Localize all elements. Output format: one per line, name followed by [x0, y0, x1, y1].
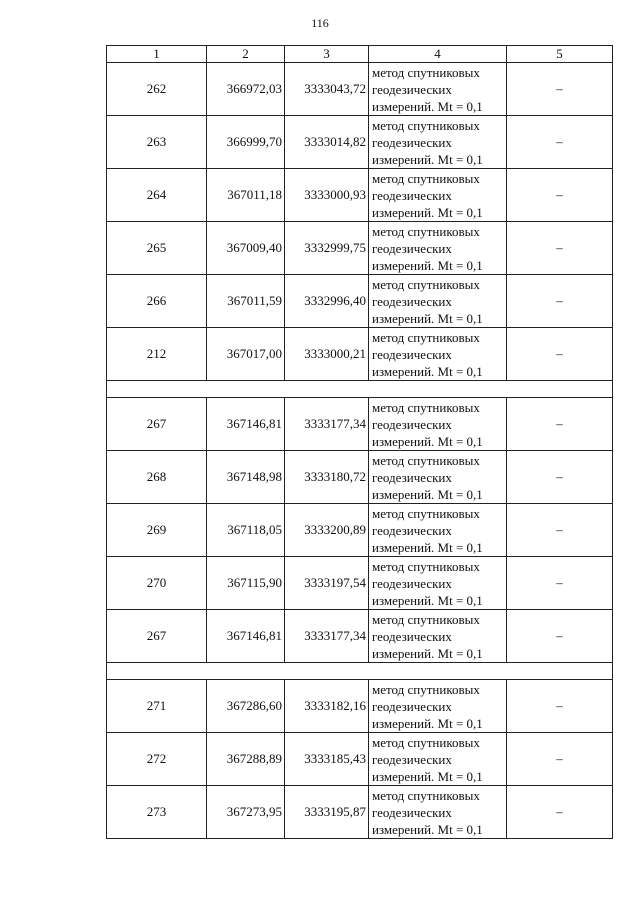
method-line: метод спутниковых [372, 505, 480, 521]
note-dash-cell: – [507, 398, 613, 451]
table-row [107, 451, 613, 504]
table-row [107, 680, 613, 733]
point-number-cell: 272 [107, 733, 207, 786]
header-row [107, 46, 613, 63]
x-coordinate-cell: 366972,03 [207, 63, 285, 116]
note-dash-cell: – [507, 328, 613, 381]
x-coordinate-cell: 367288,89 [207, 733, 285, 786]
method-cell [369, 451, 507, 504]
x-coordinate-cell: 367118,05 [207, 504, 285, 557]
table-row [107, 169, 613, 222]
method-cell [369, 169, 507, 222]
note-dash-cell: – [507, 63, 613, 116]
table-row [107, 328, 613, 381]
method-line: измерений. Mt = 0,1 [372, 257, 483, 273]
method-cell [369, 557, 507, 610]
note-dash-cell: – [507, 786, 613, 839]
x-coordinate-cell: 367286,60 [207, 680, 285, 733]
table-row [107, 398, 613, 451]
method-line: геодезических [372, 751, 452, 767]
method-line: геодезических [372, 522, 452, 538]
method-cell [369, 328, 507, 381]
method-line: метод спутниковых [372, 734, 480, 750]
y-coordinate-cell: 3332996,40 [285, 275, 369, 328]
header-col-3: 3 [285, 46, 369, 63]
method-line: метод спутниковых [372, 787, 480, 803]
method-cell [369, 398, 507, 451]
method-cell [369, 610, 507, 663]
method-line: измерений. Mt = 0,1 [372, 645, 483, 661]
method-line: измерений. Mt = 0,1 [372, 768, 483, 784]
method-line: измерений. Mt = 0,1 [372, 151, 483, 167]
method-cell [369, 786, 507, 839]
method-line: измерений. Mt = 0,1 [372, 715, 483, 731]
y-coordinate-cell: 3333195,87 [285, 786, 369, 839]
method-line: геодезических [372, 187, 452, 203]
point-number-cell: 273 [107, 786, 207, 839]
group-separator-row [107, 663, 613, 680]
x-coordinate-cell: 367115,90 [207, 557, 285, 610]
method-line: метод спутниковых [372, 276, 480, 292]
y-coordinate-cell: 3333182,16 [285, 680, 369, 733]
x-coordinate-cell: 367017,00 [207, 328, 285, 381]
y-coordinate-cell: 3333177,34 [285, 398, 369, 451]
y-coordinate-cell: 3333000,93 [285, 169, 369, 222]
method-line: метод спутниковых [372, 452, 480, 468]
method-line: метод спутниковых [372, 329, 480, 345]
y-coordinate-cell: 3333180,72 [285, 451, 369, 504]
x-coordinate-cell: 367009,40 [207, 222, 285, 275]
method-line: геодезических [372, 346, 452, 362]
point-number-cell: 267 [107, 610, 207, 663]
y-coordinate-cell: 3333014,82 [285, 116, 369, 169]
point-number-cell: 262 [107, 63, 207, 116]
table-row [107, 610, 613, 663]
method-line: метод спутниковых [372, 558, 480, 574]
point-number-cell: 271 [107, 680, 207, 733]
method-line: измерений. Mt = 0,1 [372, 363, 483, 379]
point-number-cell: 264 [107, 169, 207, 222]
method-line: геодезических [372, 293, 452, 309]
point-number-cell: 267 [107, 398, 207, 451]
method-line: метод спутниковых [372, 223, 480, 239]
note-dash-cell: – [507, 610, 613, 663]
table-row [107, 786, 613, 839]
table-body [107, 63, 613, 839]
method-line: измерений. Mt = 0,1 [372, 98, 483, 114]
point-number-cell: 269 [107, 504, 207, 557]
point-number-cell: 266 [107, 275, 207, 328]
method-line: геодезических [372, 575, 452, 591]
page-number: 116 [311, 16, 329, 30]
note-dash-cell: – [507, 116, 613, 169]
method-line: геодезических [372, 134, 452, 150]
method-line: измерений. Mt = 0,1 [372, 539, 483, 555]
y-coordinate-cell: 3333185,43 [285, 733, 369, 786]
point-number-cell: 263 [107, 116, 207, 169]
table-row [107, 63, 613, 116]
note-dash-cell: – [507, 733, 613, 786]
method-cell [369, 116, 507, 169]
group-separator-row [107, 381, 613, 398]
method-line: геодезических [372, 416, 452, 432]
method-line: метод спутниковых [372, 64, 480, 80]
x-coordinate-cell: 367146,81 [207, 398, 285, 451]
method-cell [369, 733, 507, 786]
method-line: геодезических [372, 804, 452, 820]
y-coordinate-cell: 3332999,75 [285, 222, 369, 275]
point-number-cell: 212 [107, 328, 207, 381]
method-cell [369, 680, 507, 733]
method-line: измерений. Mt = 0,1 [372, 592, 483, 608]
header-col-1: 1 [107, 46, 207, 63]
x-coordinate-cell: 367146,81 [207, 610, 285, 663]
note-dash-cell: – [507, 680, 613, 733]
method-cell [369, 222, 507, 275]
method-line: геодезических [372, 628, 452, 644]
x-coordinate-cell: 366999,70 [207, 116, 285, 169]
table-row [107, 557, 613, 610]
note-dash-cell: – [507, 169, 613, 222]
group-separator-cell [107, 663, 613, 680]
note-dash-cell: – [507, 275, 613, 328]
method-line: измерений. Mt = 0,1 [372, 821, 483, 837]
x-coordinate-cell: 367011,18 [207, 169, 285, 222]
note-dash-cell: – [507, 222, 613, 275]
header-col-2: 2 [207, 46, 285, 63]
x-coordinate-cell: 367148,98 [207, 451, 285, 504]
group-separator-cell [107, 381, 613, 398]
method-cell [369, 275, 507, 328]
method-line: метод спутниковых [372, 681, 480, 697]
method-line: измерений. Mt = 0,1 [372, 310, 483, 326]
method-line: измерений. Mt = 0,1 [372, 433, 483, 449]
method-line: метод спутниковых [372, 611, 480, 627]
method-line: геодезических [372, 698, 452, 714]
method-line: измерений. Mt = 0,1 [372, 486, 483, 502]
header-col-4: 4 [369, 46, 507, 63]
coordinates-table [106, 45, 613, 839]
y-coordinate-cell: 3333177,34 [285, 610, 369, 663]
note-dash-cell: – [507, 557, 613, 610]
header-col-5: 5 [507, 46, 613, 63]
x-coordinate-cell: 367011,59 [207, 275, 285, 328]
table-row [107, 116, 613, 169]
note-dash-cell: – [507, 451, 613, 504]
point-number-cell: 270 [107, 557, 207, 610]
point-number-cell: 265 [107, 222, 207, 275]
y-coordinate-cell: 3333200,89 [285, 504, 369, 557]
table-row [107, 504, 613, 557]
method-line: геодезических [372, 81, 452, 97]
note-dash-cell: – [507, 504, 613, 557]
method-line: геодезических [372, 240, 452, 256]
method-line: метод спутниковых [372, 117, 480, 133]
y-coordinate-cell: 3333197,54 [285, 557, 369, 610]
method-cell [369, 504, 507, 557]
table-row [107, 733, 613, 786]
table-row [107, 222, 613, 275]
y-coordinate-cell: 3333043,72 [285, 63, 369, 116]
x-coordinate-cell: 367273,95 [207, 786, 285, 839]
table-row [107, 275, 613, 328]
point-number-cell: 268 [107, 451, 207, 504]
method-line: метод спутниковых [372, 399, 480, 415]
method-line: метод спутниковых [372, 170, 480, 186]
method-line: измерений. Mt = 0,1 [372, 204, 483, 220]
y-coordinate-cell: 3333000,21 [285, 328, 369, 381]
method-cell [369, 63, 507, 116]
method-line: геодезических [372, 469, 452, 485]
